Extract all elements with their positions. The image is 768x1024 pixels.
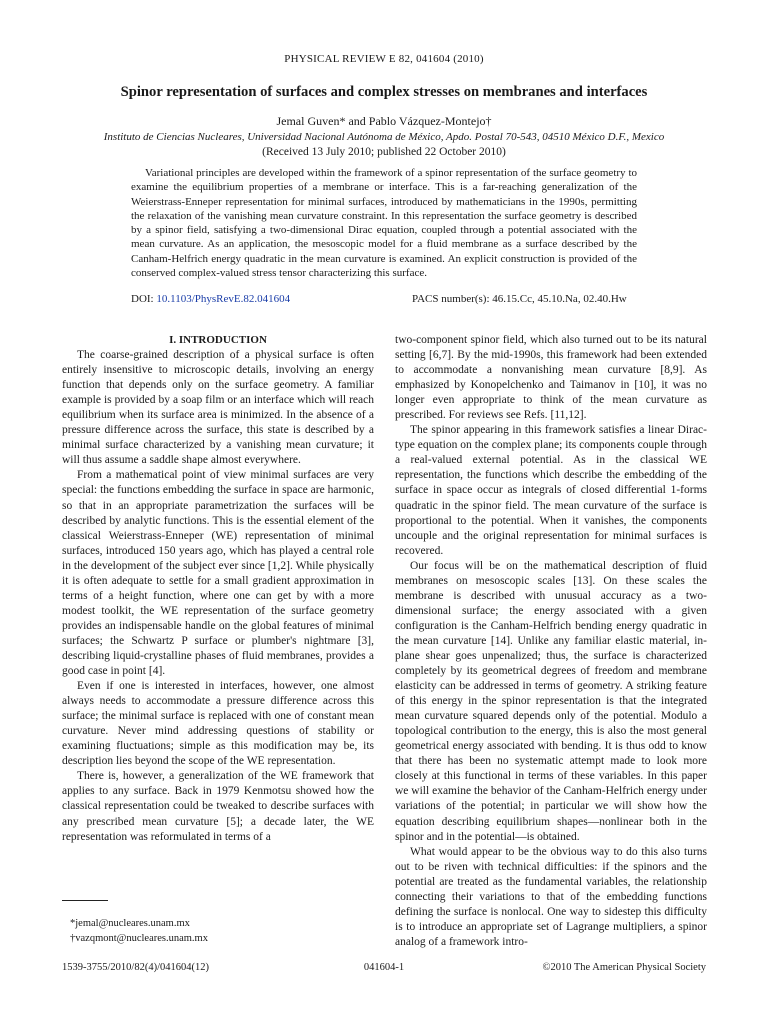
- copyright: ©2010 The American Physical Society: [542, 962, 706, 973]
- received-dates: (Received 13 July 2010; published 22 October 2010): [262, 146, 506, 158]
- affiliation: Instituto de Ciencias Nucleares, Universidad Nacional Autónoma de México, Apdo. Postal 70-543, 04510 México D.F., Mexico: [103, 131, 665, 143]
- section-heading: I. INTRODUCTION: [169, 334, 267, 346]
- footnotes: [70, 916, 208, 946]
- footer-issn: 1539-3755/2010/82(4)/041604(12): [62, 962, 209, 973]
- paragraph: Our focus will be on the mathematical description of fluid membranes on mesoscopic scales [13]. On these scales the membrane is described with unusual accuracy as a two-dimensional surface; the energy associated with a given configuration is the Canham-Helfrich bending energy quadratic in the mean curvature [14]. Unlike any familiar elastic material, in-plane shear goes unpenalized; thus, the surface is characterized completely by its geometrical degrees of freedom and membrane elasticity can be addressed in terms of geometry. A striking feature of this energy in the spinor representation is that the integrated mean curvature squared depends only of the potential. Modulo a topological contribution to the energy, this is also the most general geometrical energy associated with bending. It is thus odd to know that there has been no systematic attempt made to look more closely at this functional in terms of these variables. In this paper we will examine the behavior of the Canham-Helfrich energy under variations of the potential; in particular we will show how the equation describing equilibrium shapes—nonlinear both in the spinor and in the potential—is obtained.: [395, 559, 707, 843]
- right-column: [395, 333, 707, 950]
- paragraph: There is, however, a generalization of the WE framework that applies to any surface. Back in 1979 Kenmotsu showed how the classical representation could be tweaked to describe surfaces with any prescribed mean curvature [5]; a decade later, the WE representation was reformulated in terms of a: [62, 770, 374, 843]
- paragraph: The spinor appearing in this framework satisfies a linear Dirac-type equation on the complex plane; its components couple through a real-valued external potential. As in the classical WE representation, the functions which describe the embedding of the surface in space occur as integrals of closed differential 1-forms quadratic in the spinor field. The mean curvature of the surface is proportional to the potential. When it vanishes, the components uncouple and the original representation for minimal surfaces is recovered.: [395, 424, 707, 557]
- authors: Jemal Guven* and Pablo Vázquez-Montejo†: [276, 114, 492, 128]
- footnote-email-1: *jemal@nucleares.unam.mx: [70, 918, 190, 929]
- paragraph: From a mathematical point of view minimal surfaces are very special: the functions embedding the surface in space are harmonic, so that in an appropriate parametrization the surfaces will be described by analytic functions. This is the essential element of the classical Weierstrass-Enneper (WE) representation of minimal surfaces, introduced 150 years ago, which has played a central role in the development of the subject ever since [1,2]. While physically it is often adequate to settle for a small gradient approximation in terms of a height function, where one can get by with a more modest toolkit, the WE representation of the surface geometry provides an indispensable handle on the global features of minimal surfaces; the Schwartz P surface or plumber's nightmare [3], describing liquid-crystalline phases of fluid membranes, provides a good case in point [4].: [62, 469, 374, 678]
- pacs-numbers: PACS number(s): 46.15.Cc, 45.10.Na, 02.40.Hw: [412, 293, 627, 305]
- left-column: [62, 333, 374, 845]
- doi-link[interactable]: 10.1103/PhysRevE.82.041604: [156, 293, 291, 305]
- doi-line: [131, 293, 290, 305]
- paragraph: two-component spinor field, which also turned out to be its natural setting [6,7]. By the mid-1990s, this framework had been extended to accommodate a nonvanishing mean curvature [8,9]. As emphasized by Konopelchenko and Taimanov in [10], it was no longer even appropriate to think of the mean curvature as prescribed. For reviews see Refs. [11,12].: [395, 334, 707, 422]
- page-number: 041604-1: [363, 962, 405, 973]
- journal-header: PHYSICAL REVIEW E 82, 041604 (2010): [284, 53, 484, 65]
- paragraph: What would appear to be the obvious way to do this also turns out to be riven with technical difficulties: if the spinors and the potential are treated as the fundamental variables, the relationship connecting their variations to that of the embedding functions defining the surface is nonlocal. One way to sidestep this difficulty is to introduce an appropriate set of Lagrange multipliers, a spinor analog of a framework intro-: [395, 845, 707, 948]
- paragraph: Even if one is interested in interfaces, however, one almost always needs to accommodate a pressure difference across this surface; the minimal surface is replaced with one of constant mean curvature. Never mind addressing questions of stability or examining fluctuations; simple as this modification may be, its description lies beyond the scope of the WE representation.: [62, 680, 374, 768]
- abstract: Variational principles are developed within the framework of a spinor representation of the surface geometry to examine the equilibrium properties of a membrane or interface. This is a far-reaching generalization of the Weierstrass-Enneper representation for minimal surfaces, introduced by mathematicians in the 1990s, permitting the relaxation of the vanishing mean curvature constraint. In this representation the surface geometry is described by a spinor field, satisfying a two-dimensional Dirac equation, coupled through a potential associated with the mean curvature. As an application, the mesoscopic model for a fluid membrane as a surface described by the Canham-Helfrich energy quadratic in the mean curvature is examined. An explicit construction is provided of the conserved complex-valued stress tensor characterizing this surface.: [131, 167, 637, 280]
- paper-title: Spinor representation of surfaces and complex stresses on membranes and interfaces: [120, 84, 648, 100]
- footnote-email-2: †vazqmont@nucleares.unam.mx: [70, 933, 208, 944]
- footnote-rule: [62, 900, 108, 901]
- doi-label: DOI:: [131, 293, 154, 305]
- paragraph: The coarse-grained description of a physical surface is often entirely insensitive to microscopic details, involving an energy function that depends only on the surface geometry. A familiar example is provided by a soap film or an interface which will reach equilibrium when its surface area is minimized. In the absence of a pressure difference across the surface, this state is described by a minimal surface characterized by a vanishing mean curvature; it will thus assume a saddle shape almost everywhere.: [62, 349, 374, 467]
